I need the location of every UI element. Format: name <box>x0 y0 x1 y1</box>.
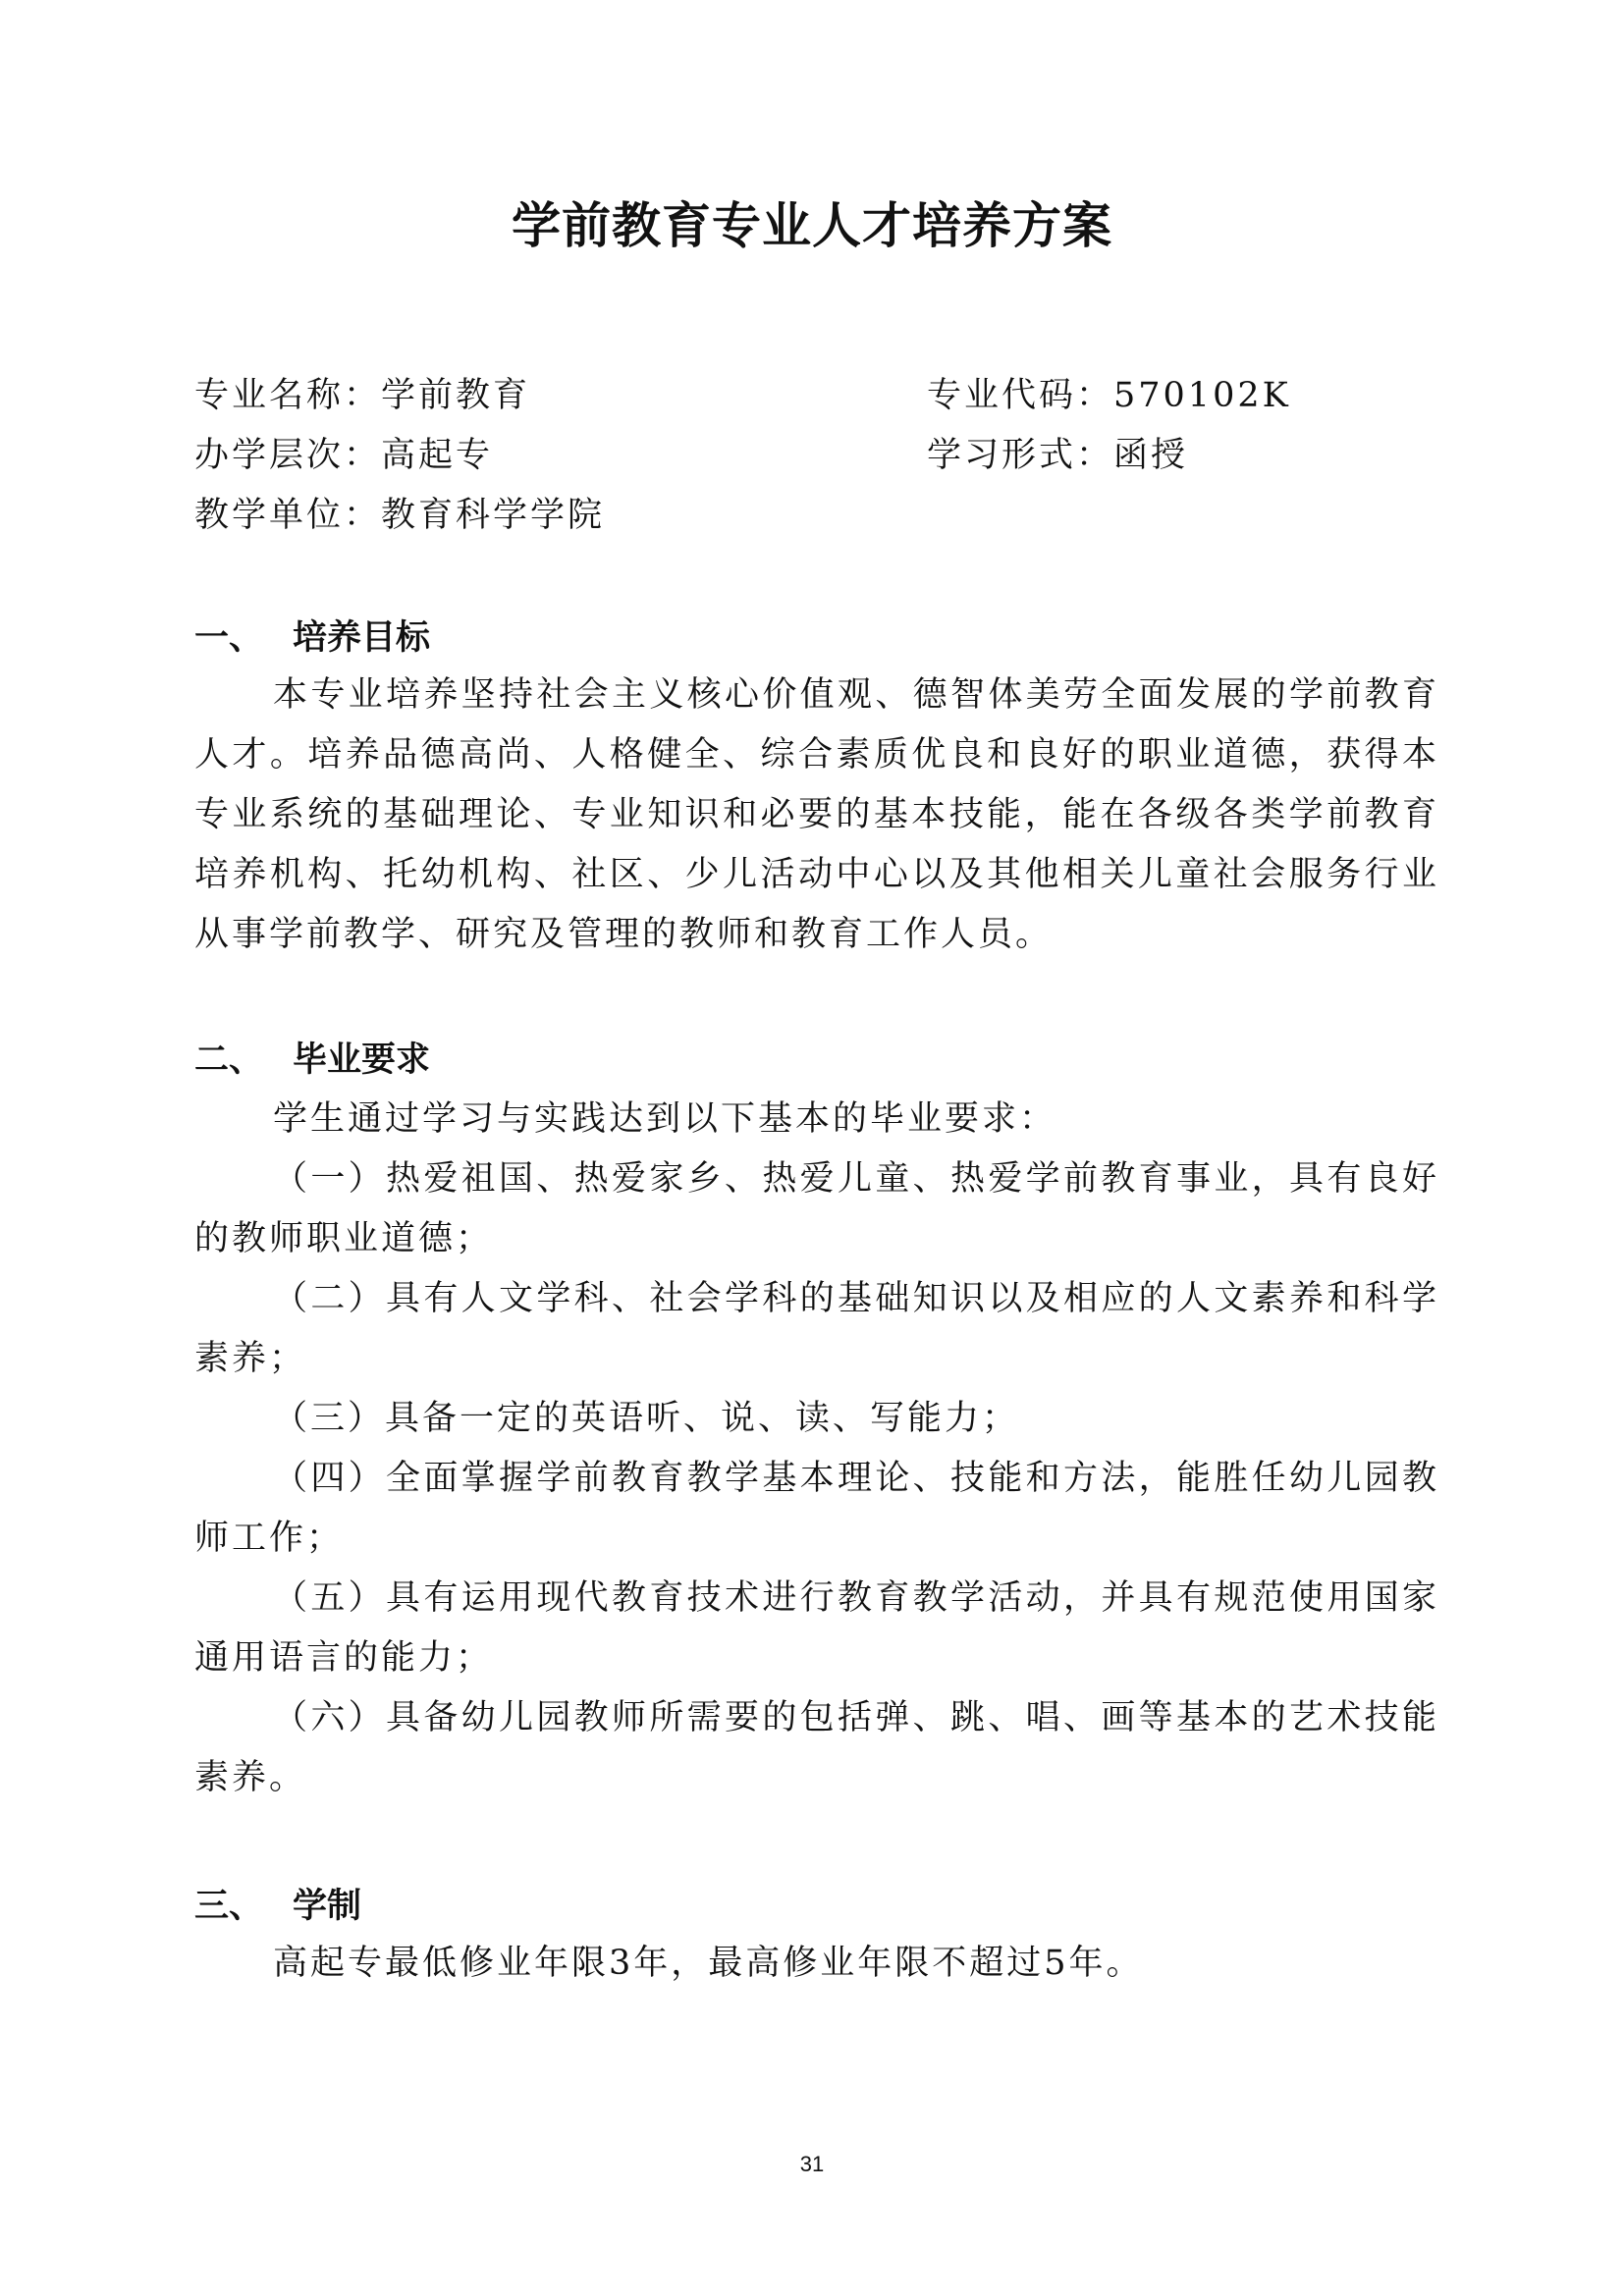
major-code: 专业代码：570102K <box>927 376 1291 415</box>
meta-row-2 <box>194 426 1451 485</box>
requirement-item-3: （三）具备一定的英语听、说、读、写能力； <box>273 1399 1020 1438</box>
duration-paragraph: 高起专最低修业年限3年，最高修业年限不超过5年。 <box>273 1944 1144 1983</box>
requirement-item-5: （五）具有运用现代教育技术进行教育教学活动，并具有规范使用国家通用语言的能力； <box>194 1578 1439 1678</box>
section-heading-requirements <box>194 1031 430 1090</box>
teaching-unit: 教学单位：教育科学学院 <box>194 496 606 535</box>
section-heading-objectives <box>194 609 430 667</box>
requirements-intro: 学生通过学习与实践达到以下基本的毕业要求： <box>273 1099 1057 1139</box>
objectives-paragraph: 本专业培养坚持社会主义核心价值观、德智体美劳全面发展的学前教育人才。培养品德高尚、人格健全、综合素质优良和良好的职业道德，获得本专业系统的基础理论、专业知识和必要的基本技能，能在各级各类学前教育培养机构、托幼机构、社区、少儿活动中心以及其他相关儿童社会服务行业从事学前教学、研究及管理的教师和教育工作人员。 <box>194 675 1439 954</box>
section-title: 学制 <box>293 1887 362 1926</box>
section-title: 毕业要求 <box>293 1041 431 1080</box>
page-number: 31 <box>799 2152 825 2176</box>
section-number: 一、 <box>194 618 264 658</box>
requirement-item-6: （六）具备幼儿园教师所需要的包括弹、跳、唱、画等基本的艺术技能素养。 <box>194 1698 1439 1797</box>
study-form: 学习形式：函授 <box>927 436 1189 475</box>
document-title: 学前教育专业人才培养方案 <box>512 197 1112 254</box>
meta-row-3 <box>194 486 1451 545</box>
section-number: 二、 <box>194 1041 264 1080</box>
requirement-item-1: （一）热爱祖国、热爱家乡、热爱儿童、热爱学前教育事业，具有良好的教师职业道德； <box>194 1159 1439 1258</box>
education-level: 办学层次：高起专 <box>194 436 494 475</box>
requirement-item-2: （二）具有人文学科、社会学科的基础知识以及相应的人文素养和科学素养； <box>194 1279 1439 1378</box>
requirement-item-4: （四）全面掌握学前教育教学基本理论、技能和方法，能胜任幼儿园教师工作； <box>194 1459 1439 1558</box>
meta-row-1 <box>194 366 1451 425</box>
section-title: 培养目标 <box>293 618 431 658</box>
major-name: 专业名称：学前教育 <box>194 376 531 415</box>
section-heading-duration <box>194 1877 361 1936</box>
section-number: 三、 <box>194 1887 264 1926</box>
